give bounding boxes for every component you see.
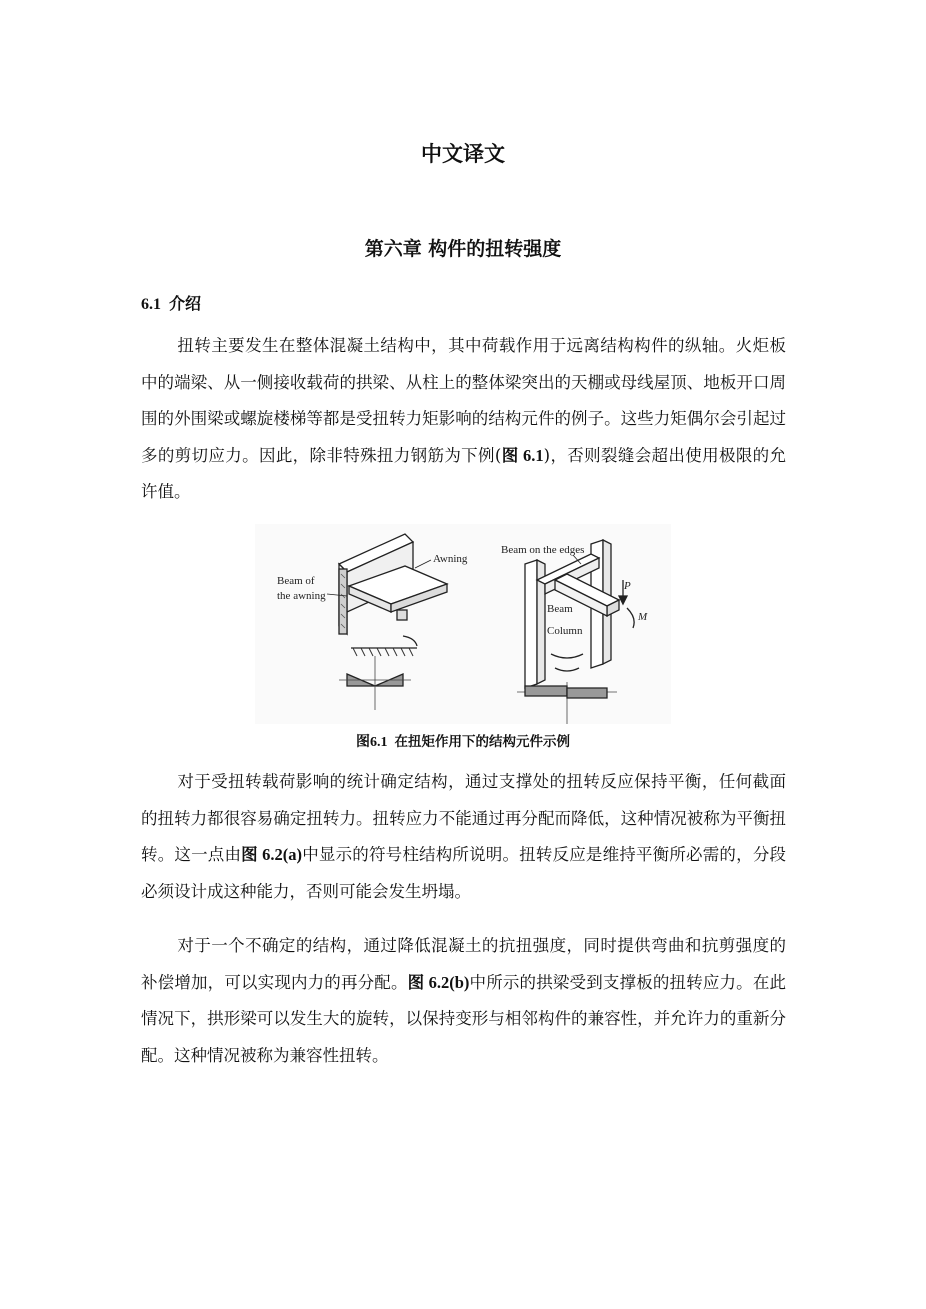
torsion-diagram-right-b — [567, 688, 607, 698]
paragraph-text: 中所示的拱梁受到支撑板的扭转应力。在此情况下，拱形梁可以发生大的旋转，以保持变形与相邻构件的兼容性，并允许力的重新分配。这种情况被称为兼容性扭转。 — [141, 972, 787, 1065]
figure-reference: 图 6.1 — [501, 445, 544, 465]
section-heading — [141, 291, 201, 318]
paragraph-intro — [141, 328, 786, 511]
beam-stub — [397, 610, 407, 620]
label-beam-of: Beam of — [277, 575, 315, 587]
figure-torsion-examples — [255, 524, 671, 724]
page-title: 中文译文 — [421, 142, 505, 166]
section-title: 介绍 — [169, 294, 202, 313]
paragraph-text: 中显示的符号柱结构所说明。扭转反应是维持平衡所必需的，分段必须设计成这种能力，否则可能会发生坍塌。 — [141, 845, 787, 901]
wall-section — [339, 569, 347, 634]
label-beam: Beam — [547, 603, 573, 615]
figure-reference: 图 6.2(a) — [241, 845, 303, 864]
label-p: P — [624, 580, 631, 592]
figure-reference: 图 6.2(b) — [407, 972, 470, 992]
label-the-awning: the awning — [277, 590, 326, 602]
paragraph-text: 对于一个不确定的结构，通过降低混凝土的抗扭强度，同时提供弯曲和抗剪强度的补偿增加，可以实现内力的再分配。 — [141, 936, 786, 992]
label-column: Column — [547, 625, 583, 637]
figure-drawing — [255, 524, 671, 724]
torsion-diagram-right-a — [525, 686, 567, 696]
paragraph-text: 对于受扭转载荷影响的统计确定结构，通过支撑处的扭转反应保持平衡，任何截面的扭转力都很容易确定扭转力。扭转应力不能通过再分配而降低，这种情况被称为平衡扭转。这一点由 — [141, 772, 786, 864]
chapter-title: 第六章 构件的扭转强度 — [364, 238, 562, 260]
label-awning: Awning — [433, 553, 468, 565]
figure-caption-number: 图6.1 — [356, 735, 388, 750]
paragraph-compatibility-torsion — [141, 928, 786, 1074]
section-number: 6.1 — [141, 296, 161, 313]
label-m: M — [638, 611, 648, 623]
figure-caption-text: 在扭矩作用下的结构元件示例 — [394, 734, 570, 750]
paragraph-text: )，否则裂缝会超出使用极限的允许值。 — [141, 445, 787, 501]
label-beam-edges: Beam on the edges — [501, 544, 585, 556]
figure-caption — [0, 730, 926, 755]
paragraph-equilibrium-torsion — [141, 764, 786, 910]
paragraph-text: 扭转主要发生在整体混凝土结构中，其中荷载作用于远离结构构件的纵轴。火炬板中的端梁、从一侧接收载荷的拱梁、从柱上的整体梁突出的天棚或母线屋顶、地板开口周围的外围梁或螺旋楼梯等都是受扭转力矩影响的结构元件的例子。这些力矩偶尔会引起过多的剪切应力。因此，除非特殊扭力钢筋为下例( — [141, 336, 786, 465]
column-left — [525, 560, 537, 688]
